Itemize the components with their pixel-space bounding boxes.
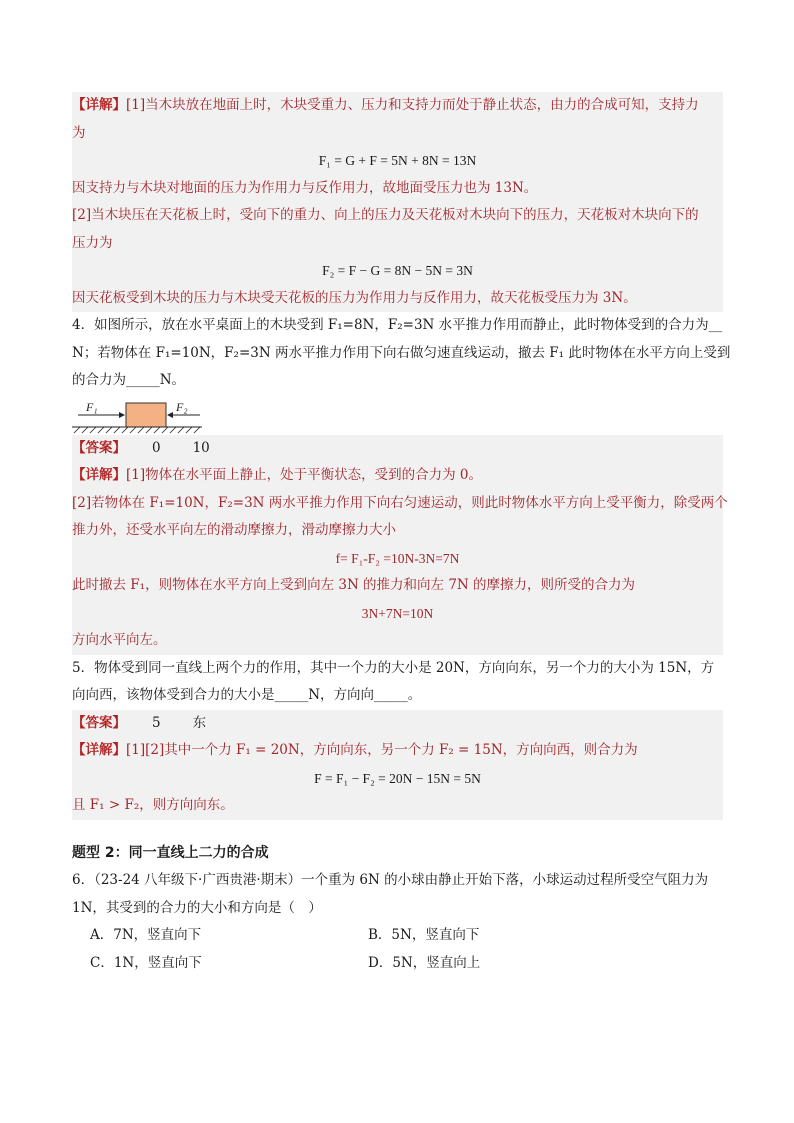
q3-detail-line-1: [72, 92, 723, 120]
block-on-surface-figure: [72, 395, 202, 435]
q5-detail-text-1: [1][2]其中一个力 F₁ = 20N，方向向东，另一个力 F₂ = 15N，方向向西，则合力为: [126, 742, 638, 758]
detail-tag: 【详解】: [72, 742, 126, 758]
q6-option-b[interactable]: B．5N，竖直向下: [368, 927, 480, 943]
q4-text-line-2: N；若物体在 F₁=10N，F₂=3N 两水平推力作用下向右做匀速直线运动，撤去 F₁ 此时物体在水平方向上受到: [72, 344, 731, 361]
q4-detail-line-1: [72, 462, 723, 490]
q3-equation-1: F₁ = G + F = 5N + 8N = 13N: [318, 153, 477, 168]
answer-tag: 【答案】: [72, 439, 126, 456]
q5-equation-1: F = F₁ − F₂ = 20N − 15N = 5N: [314, 770, 481, 786]
q5-answer-line: [72, 710, 723, 738]
q6-options-row-1: [72, 922, 723, 950]
q4-answer-2: 10: [192, 439, 210, 456]
wood-block: [126, 403, 166, 427]
q6-text-line-1: 6．（23-24 八年级下·广西贵港·期末）一个重为 6N 的小球由静止开始下落，小球运动过程所受空气阻力为: [72, 872, 709, 888]
q4-detail-line-4: 此时撤去 F₁，则物体在水平方向上受到向左 3N 的推力和向左 7N 的摩擦力，则所受的合力为: [72, 577, 636, 593]
q3-detail-line-2: 为: [72, 124, 86, 141]
section-title: 题型 2：同一直线上二力的合成: [72, 844, 269, 861]
q4-text-line-3: 的合力为_____N。: [72, 372, 186, 388]
detail-tag: 【详解】: [72, 467, 126, 483]
q4-answer-line: [72, 435, 723, 463]
q5-answer-2: 东: [192, 714, 207, 731]
q3-detail-line-3: 因支持力与木块对地面的压力为作用力与反作用力，故地面受压力也为 13N。: [72, 179, 538, 196]
q5-answer-1: 5: [152, 714, 161, 731]
q4-solution-block: [72, 435, 728, 655]
q4-detail-line-3: 推力外，还受水平向左的滑动摩擦力，滑动摩擦力大小: [72, 522, 396, 538]
q5-solution-block: [72, 710, 723, 820]
q3-equation-2: F₂ = F − G = 8N − 5N = 3N: [322, 263, 473, 278]
answer-tag: 【答案】: [72, 714, 126, 731]
q5-detail-line-2: 且 F₁ > F₂，则方向向东。: [72, 797, 234, 813]
q4-text-line-1: 4．如图所示，放在水平桌面上的木块受到 F₁=8N，F₂=3N 水平推力作用而静止，此时物体受到的合力为__: [72, 317, 723, 333]
q5-text-line-2: 向向西，该物体受到合力的大小是_____N，方向向_____。: [72, 687, 422, 703]
q4-force-diagram: [72, 395, 723, 435]
q3-detail-line-5: 压力为: [72, 234, 113, 251]
q3-detail-line-6: 因天花板受到木块的压力与木块受天花板的压力为作用力与反作用力，故天花板受压力为 3N。: [72, 289, 637, 306]
q4-detail-line-5: 方向水平向左。: [72, 632, 167, 648]
q4-detail-text-1: [1]物体在水平面上静止，处于平衡状态，受到的合力为 0。: [126, 467, 483, 483]
q4-detail-line-2: [2]若物体在 F₁=10N，F₂=3N 两水平推力作用下向右匀速运动，则此时物体水平方向上受平衡力，除受两个: [72, 494, 728, 511]
q5-detail-line-1: [72, 737, 723, 765]
q3-detail-line-4: [2]当木块压在天花板上时，受向下的重力、向上的压力及天花板对木块向下的压力，天花板对木块向下的: [72, 207, 699, 223]
q6-text-line-2: 1N，其受到的合力的大小和方向是（ ）: [72, 899, 322, 916]
q4-equation-1: f= F₁-F₂ =10N-3N=7N: [335, 550, 460, 566]
f2-label: F₂: [176, 399, 188, 414]
q3-solution-block: [72, 92, 723, 312]
q4-answer-1: 0: [152, 439, 161, 456]
document-page: [72, 92, 731, 977]
q6-option-d[interactable]: D．5N，竖直向上: [368, 954, 481, 971]
q4-equation-2: 3N+7N=10N: [361, 605, 434, 621]
f1-label: F₁: [86, 399, 98, 414]
q5-text-line-1: 5．物体受到同一直线上两个力的作用，其中一个力的大小是 20N，方向向东，另一个力的大小为 15N，方: [72, 659, 715, 676]
ground-hatching: [74, 427, 200, 433]
q6-options-row-2: [72, 950, 723, 978]
q3-detail-text-1: [1]当木块放在地面上时，木块受重力、压力和支持力而处于静止状态，由力的合成可知，支持力: [126, 97, 699, 113]
detail-tag: 【详解】: [72, 97, 126, 113]
q6-option-c[interactable]: C．1N，竖直向下: [90, 954, 202, 971]
q6-option-a[interactable]: A．7N，竖直向下: [90, 927, 202, 943]
